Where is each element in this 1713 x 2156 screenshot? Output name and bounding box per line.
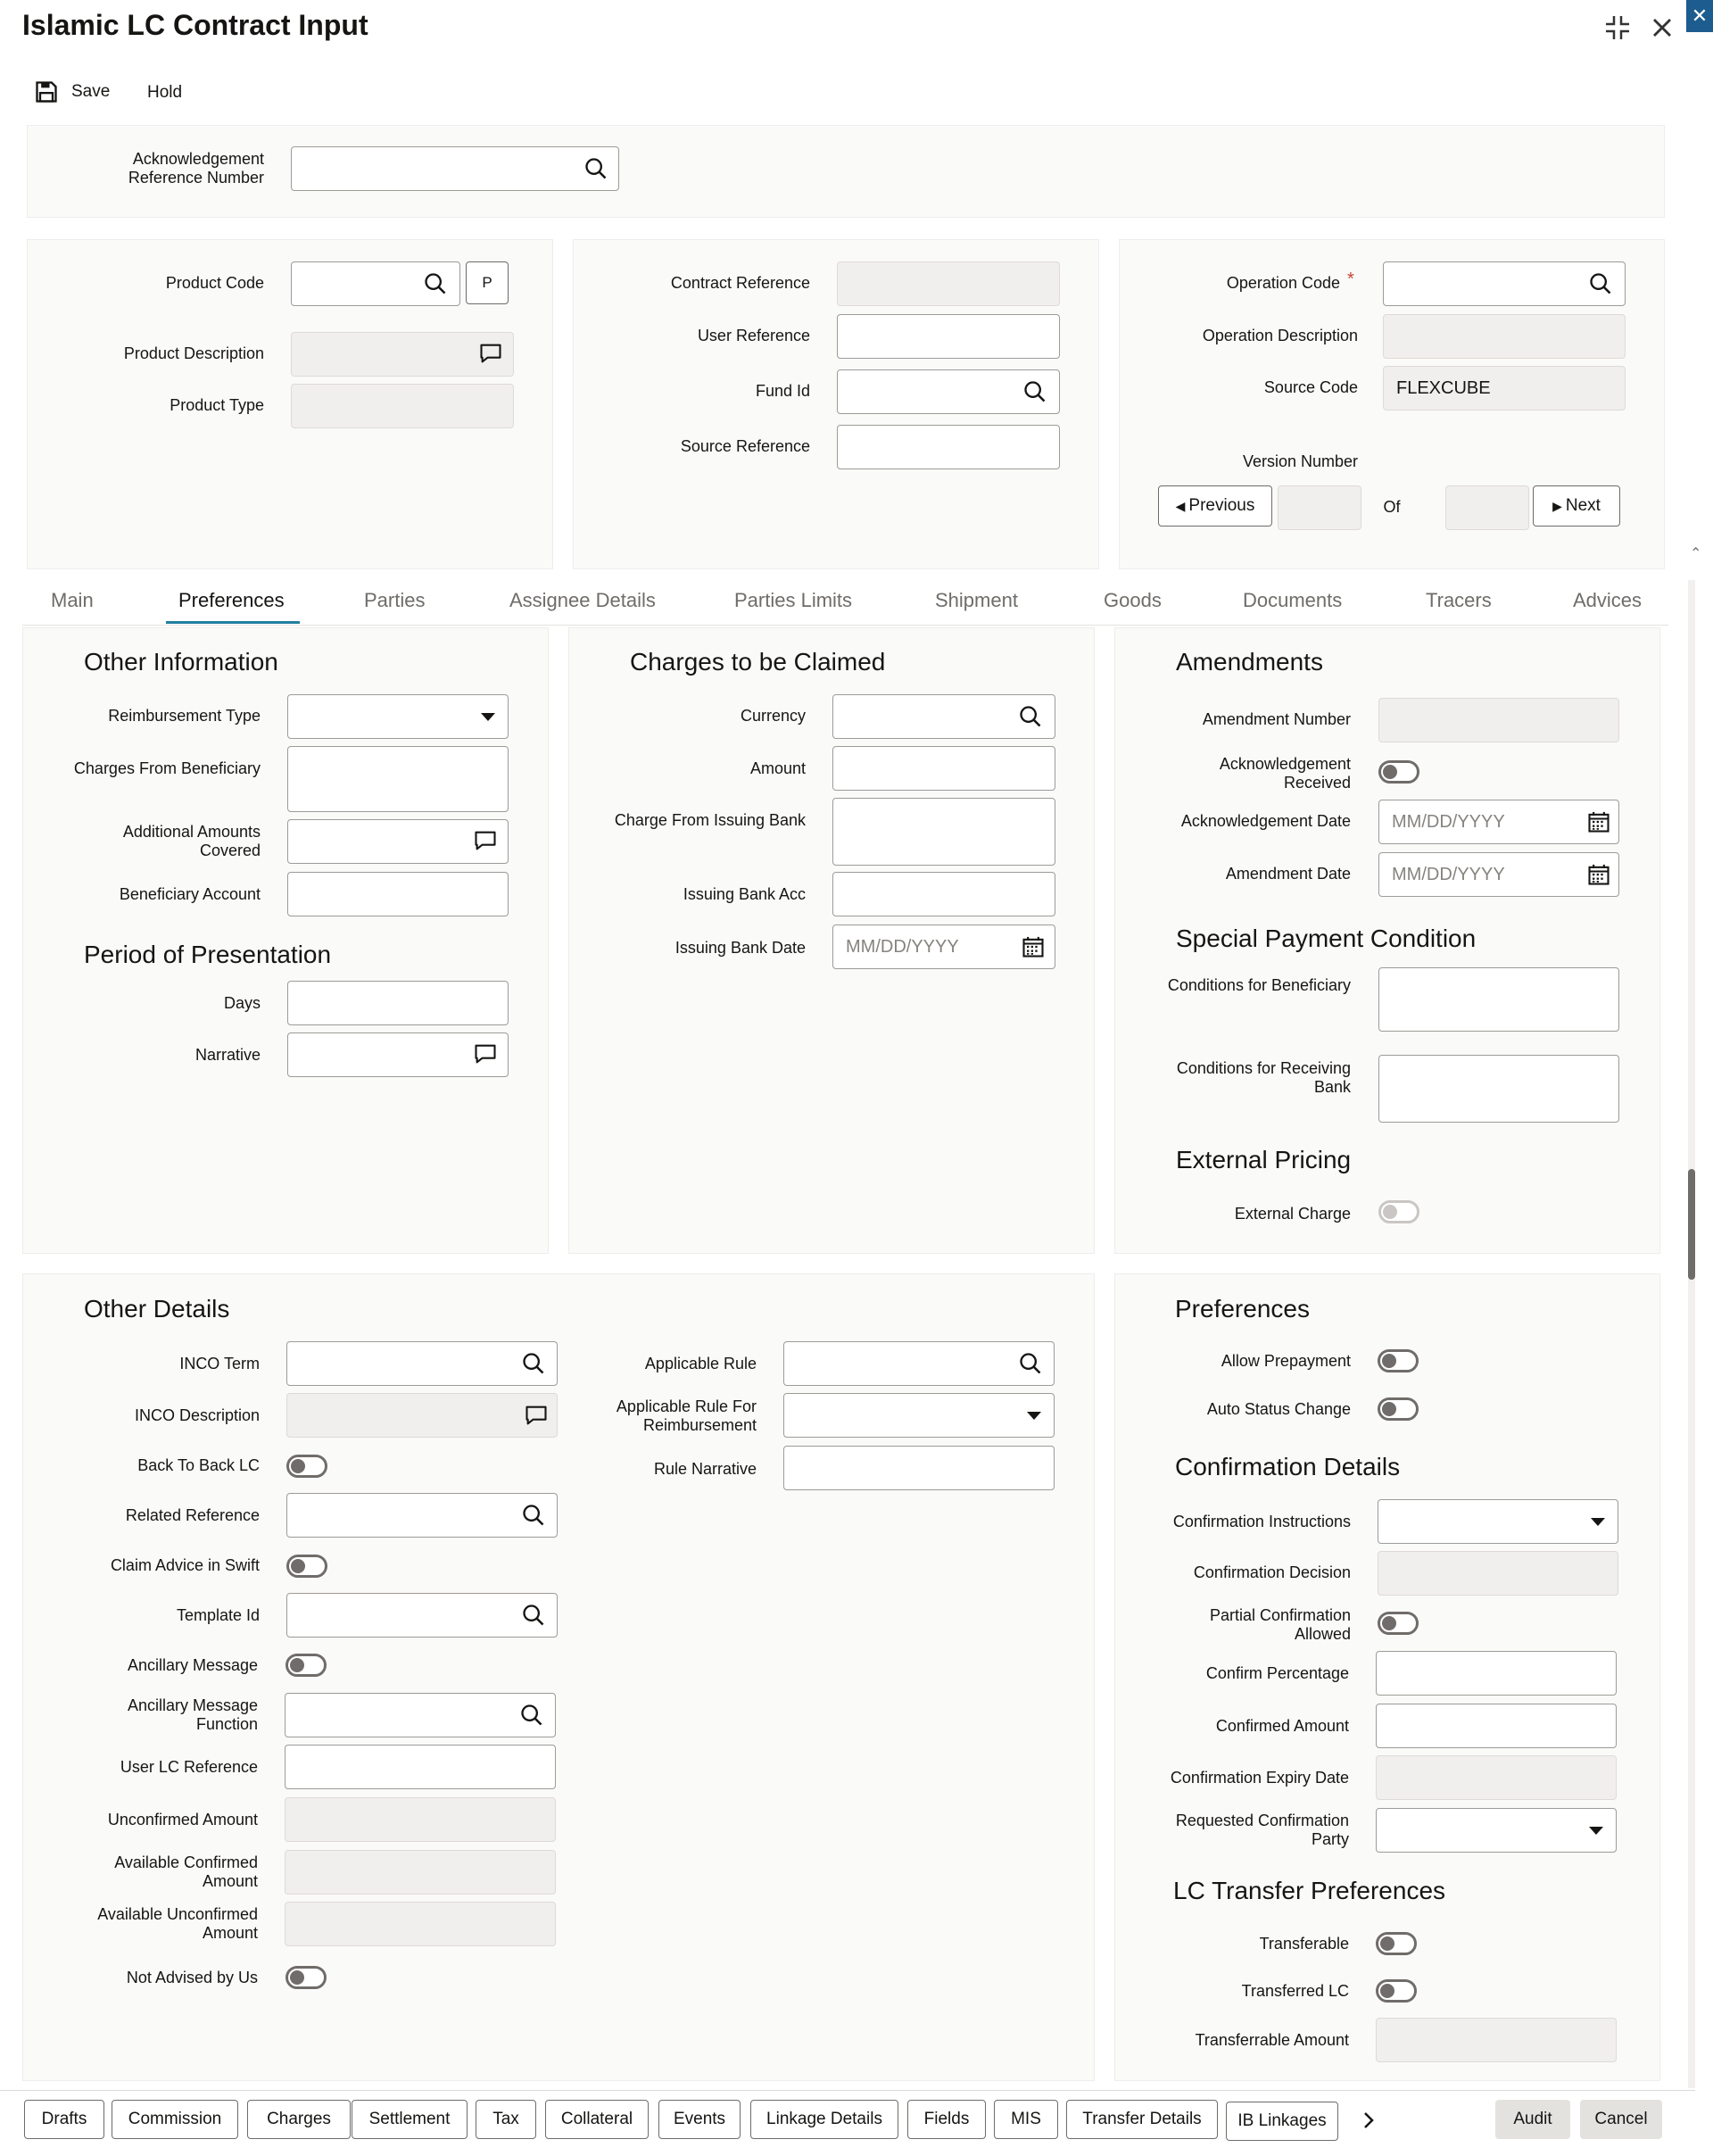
inco-term-label: INCO Term	[179, 1355, 260, 1372]
ack-received-label: Acknowledgement Received	[1219, 755, 1351, 792]
next-label: Next	[1565, 496, 1601, 515]
auto-status-toggle[interactable]	[1378, 1397, 1419, 1421]
days-label: Days	[223, 994, 261, 1012]
conf-percentage-input[interactable]	[1376, 1651, 1617, 1696]
window-title: Islamic LC Contract Input	[22, 9, 368, 41]
app-rule-reimb-select[interactable]	[783, 1393, 1055, 1438]
product-desc-label: Product Description	[123, 344, 264, 362]
ack-ref-label: Acknowledgement Reference Number	[128, 150, 264, 187]
source-code-label: Source Code	[1263, 378, 1358, 396]
operation-desc-label: Operation Description	[1202, 327, 1358, 344]
source-ref-label: Source Reference	[680, 437, 810, 455]
amend-date-placeholder: MM/DD/YYYY	[1392, 864, 1505, 884]
transferable-label: Transferable	[1259, 1935, 1349, 1953]
product-type-label: Product Type	[170, 396, 264, 414]
reimb-type-select[interactable]	[287, 694, 509, 739]
user-ref-label: User Reference	[697, 327, 810, 344]
tab-advices[interactable]: Advices	[1573, 589, 1643, 611]
ib-linkages-button[interactable]: IB Linkages	[1226, 2102, 1338, 2141]
collateral-button[interactable]: Collateral	[545, 2100, 649, 2139]
mis-button[interactable]: MIS	[994, 2100, 1058, 2139]
cond-recv-bank-textarea[interactable]	[1378, 1055, 1619, 1123]
tab-divider	[22, 625, 1668, 626]
tab-documents[interactable]: Documents	[1243, 589, 1343, 611]
user-ref-input[interactable]	[837, 314, 1060, 359]
amend-date-calendar-icon[interactable]	[1585, 860, 1613, 889]
cond-benef-textarea[interactable]	[1378, 967, 1619, 1032]
confirmation-title: Confirmation Details	[1175, 1453, 1401, 1480]
fund-id-label: Fund Id	[755, 382, 810, 400]
auto-status-label: Auto Status Change	[1206, 1400, 1351, 1418]
charge-issuing-label: Charge From Issuing Bank	[614, 811, 806, 829]
previous-arrow-icon: ◀	[1175, 498, 1186, 513]
inco-desc-comment-icon[interactable]	[522, 1401, 550, 1430]
other-info-title: Other Information	[84, 648, 278, 676]
claim-advice-toggle[interactable]	[286, 1555, 327, 1578]
charge-issuing-textarea[interactable]	[832, 798, 1055, 866]
transferred-lc-label: Transferred LC	[1241, 1982, 1349, 2000]
ancillary-func-label: Ancillary Message Function	[127, 1696, 258, 1733]
amend-number-label: Amendment Number	[1202, 710, 1351, 728]
close-icon[interactable]	[1649, 14, 1676, 41]
unconfirmed-input	[285, 1797, 556, 1842]
tab-tracers[interactable]: Tracers	[1426, 589, 1492, 611]
ack-date-input[interactable]	[1378, 800, 1619, 844]
partial-conf-label: Partial Confirmation Allowed	[1209, 1606, 1351, 1643]
special-payment-title: Special Payment Condition	[1176, 925, 1477, 952]
operation-search-icon[interactable]	[1586, 270, 1615, 298]
ancillary-func-input[interactable]	[285, 1693, 556, 1737]
app-rule-input[interactable]	[783, 1341, 1055, 1386]
not-advised-label: Not Advised by Us	[126, 1969, 258, 1986]
related-ref-input[interactable]	[286, 1493, 558, 1538]
issuing-date-label: Issuing Bank Date	[674, 939, 806, 957]
footer-divider	[0, 2090, 1695, 2091]
ack-ref-input[interactable]	[291, 146, 619, 191]
conf-decision-label: Confirmation Decision	[1193, 1563, 1351, 1581]
linkage-details-button[interactable]: Linkage Details	[750, 2100, 898, 2139]
source-ref-input[interactable]	[837, 425, 1060, 469]
tab-parties-limits[interactable]: Parties Limits	[734, 589, 853, 611]
template-id-input[interactable]	[286, 1593, 558, 1638]
lc-transfer-title: LC Transfer Preferences	[1173, 1877, 1446, 1904]
b2b-label: Back To Back LC	[137, 1456, 260, 1474]
benef-account-input[interactable]	[287, 872, 509, 916]
tab-active-underline	[166, 621, 300, 624]
conf-expiry-label: Confirmation Expiry Date	[1170, 1769, 1349, 1787]
inco-desc-input	[286, 1393, 558, 1438]
product-type-input	[291, 384, 514, 428]
inco-term-input[interactable]	[286, 1341, 558, 1386]
rule-narrative-label: Rule Narrative	[653, 1460, 757, 1478]
source-code-input: FLEXCUBE	[1383, 366, 1626, 410]
required-mark: *	[1347, 270, 1354, 289]
template-id-label: Template Id	[176, 1606, 260, 1624]
amount-label: Amount	[749, 759, 806, 777]
amount-input[interactable]	[832, 746, 1055, 791]
amend-date-input[interactable]	[1378, 852, 1619, 897]
days-input[interactable]	[287, 981, 509, 1025]
settlement-button[interactable]: Settlement	[352, 2100, 468, 2139]
version-number-label: Version Number	[1242, 452, 1358, 470]
conf-instructions-caret-icon	[1591, 1518, 1605, 1526]
tab-parties[interactable]: Parties	[364, 589, 426, 611]
events-button[interactable]: Events	[658, 2100, 741, 2139]
cond-benef-label: Conditions for Beneficiary	[1167, 976, 1351, 994]
previous-button[interactable]	[1158, 485, 1272, 527]
contract-ref-input	[837, 261, 1060, 306]
outer-close-icon: ✕	[1691, 4, 1709, 27]
conf-instructions-select[interactable]	[1378, 1499, 1618, 1544]
tab-main[interactable]: Main	[51, 589, 94, 611]
transferable-toggle[interactable]	[1376, 1932, 1417, 1955]
scrollbar-track[interactable]	[1688, 580, 1695, 2088]
reimb-type-label: Reimbursement Type	[108, 707, 261, 725]
conf-amount-input[interactable]	[1376, 1704, 1617, 1748]
tab-preferences[interactable]: Preferences	[178, 589, 285, 611]
charges-benef-textarea[interactable]	[287, 746, 509, 812]
external-pricing-title: External Pricing	[1176, 1146, 1352, 1173]
scrollbar-up-arrow[interactable]: ⌃	[1690, 546, 1702, 561]
req-party-select[interactable]	[1376, 1808, 1617, 1853]
tax-button[interactable]: Tax	[476, 2100, 536, 2139]
req-party-label: Requested Confirmation Party	[1175, 1812, 1349, 1848]
avail-unconfirmed-input	[285, 1902, 556, 1946]
related-ref-label: Related Reference	[125, 1506, 260, 1524]
charges-benef-label: Charges From Beneficiary	[73, 759, 261, 777]
narrative-label: Narrative	[194, 1046, 261, 1064]
not-advised-toggle[interactable]	[286, 1966, 327, 1989]
user-lc-ref-input[interactable]	[285, 1745, 556, 1789]
p-button[interactable]: P	[466, 261, 509, 304]
save-label: Save	[71, 82, 111, 101]
inco-term-search-icon[interactable]	[519, 1349, 548, 1378]
transfer-amount-label: Transferrable Amount	[1195, 2031, 1349, 2049]
conf-percentage-label: Confirm Percentage	[1205, 1664, 1349, 1682]
req-party-caret-icon	[1589, 1827, 1603, 1835]
ancillary-label: Ancillary Message	[127, 1656, 258, 1674]
ack-date-calendar-icon[interactable]	[1585, 808, 1613, 836]
external-charge-toggle	[1378, 1200, 1419, 1223]
tab-shipment[interactable]: Shipment	[935, 589, 1018, 611]
avail-confirmed-label: Available Confirmed Amount	[114, 1853, 258, 1890]
app-rule-reimb-caret-icon	[1027, 1412, 1041, 1420]
ack-received-toggle[interactable]	[1378, 760, 1419, 784]
related-ref-search-icon[interactable]	[519, 1501, 548, 1530]
conf-instructions-label: Confirmation Instructions	[1172, 1513, 1351, 1530]
conf-amount-label: Confirmed Amount	[1215, 1717, 1349, 1735]
tab-goods[interactable]: Goods	[1104, 589, 1162, 611]
ack-date-placeholder: MM/DD/YYYY	[1392, 811, 1505, 832]
product-code-label: Product Code	[165, 274, 264, 292]
inco-desc-label: INCO Description	[134, 1406, 260, 1424]
drafts-button[interactable]: Drafts	[24, 2100, 104, 2139]
add-amounts-comment-icon[interactable]	[471, 826, 500, 855]
issuing-acc-input[interactable]	[832, 872, 1055, 916]
unconfirmed-label: Unconfirmed Amount	[107, 1811, 258, 1828]
operation-desc-input	[1383, 314, 1626, 359]
hold-button[interactable]: Hold	[147, 83, 183, 102]
conf-expiry-input	[1376, 1755, 1617, 1800]
conf-decision-input	[1378, 1551, 1618, 1596]
other-details-title: Other Details	[84, 1295, 230, 1323]
ack-search-icon[interactable]	[582, 154, 610, 183]
save-button[interactable]	[34, 79, 110, 105]
transferred-lc-toggle[interactable]	[1376, 1979, 1417, 2003]
avail-unconfirmed-label: Available Unconfirmed Amount	[97, 1905, 258, 1942]
currency-search-icon[interactable]	[1016, 702, 1045, 731]
template-id-search-icon[interactable]	[519, 1601, 548, 1629]
tab-assignee-details[interactable]: Assignee Details	[509, 589, 656, 611]
audit-button[interactable]: Audit	[1495, 2100, 1570, 2139]
prefs-title: Preferences	[1175, 1295, 1310, 1323]
cancel-button[interactable]: Cancel	[1580, 2100, 1662, 2139]
charges-button[interactable]: Charges	[247, 2100, 351, 2139]
period-title: Period of Presentation	[84, 941, 332, 968]
ancillary-toggle[interactable]	[286, 1654, 327, 1677]
of-label: Of	[1383, 498, 1401, 516]
external-charge-label: External Charge	[1234, 1205, 1351, 1223]
amendments-title: Amendments	[1176, 648, 1323, 676]
maximize-icon[interactable]	[1602, 12, 1633, 43]
previous-label: Previous	[1188, 496, 1255, 515]
issuing-date-calendar-icon[interactable]	[1019, 933, 1047, 961]
issuing-date-placeholder: MM/DD/YYYY	[846, 936, 959, 957]
product-search-icon[interactable]	[421, 270, 450, 298]
transfer-details-button[interactable]: Transfer Details	[1066, 2100, 1218, 2139]
rule-narrative-input[interactable]	[783, 1446, 1055, 1490]
avail-confirmed-input	[285, 1850, 556, 1895]
charges-title: Charges to be Claimed	[630, 648, 886, 676]
partial-conf-toggle[interactable]	[1378, 1612, 1419, 1635]
amend-date-label: Amendment Date	[1225, 865, 1351, 883]
version-total-input	[1445, 485, 1529, 530]
scrollbar-thumb[interactable]	[1688, 1169, 1695, 1280]
save-icon	[34, 79, 59, 104]
user-lc-ref-label: User LC Reference	[120, 1758, 258, 1776]
add-amounts-label: Additional Amounts Covered	[122, 823, 261, 859]
app-rule-reimb-label: Applicable Rule For Reimbursement	[616, 1397, 757, 1434]
footer-more-chevron-icon[interactable]	[1358, 2106, 1379, 2135]
ack-date-label: Acknowledgement Date	[1180, 812, 1351, 830]
allow-prepay-label: Allow Prepayment	[1221, 1352, 1351, 1370]
app-rule-label: Applicable Rule	[644, 1355, 757, 1372]
allow-prepay-toggle[interactable]	[1378, 1349, 1419, 1372]
fields-button[interactable]: Fields	[907, 2100, 986, 2139]
version-current-input	[1278, 485, 1361, 530]
issuing-acc-label: Issuing Bank Acc	[683, 885, 806, 903]
fund-search-icon[interactable]	[1021, 377, 1049, 406]
narrative-comment-icon[interactable]	[471, 1040, 500, 1068]
transfer-amount-input	[1376, 2018, 1617, 2062]
currency-label: Currency	[740, 707, 806, 725]
ancillary-func-search-icon[interactable]	[517, 1701, 546, 1729]
product-desc-comment-icon[interactable]	[476, 339, 505, 368]
app-rule-search-icon[interactable]	[1016, 1349, 1045, 1378]
contract-ref-label: Contract Reference	[670, 274, 810, 292]
next-button[interactable]	[1533, 485, 1620, 527]
outer-close-button[interactable]	[1686, 0, 1713, 32]
reimb-type-caret-icon	[481, 713, 495, 721]
cond-recv-bank-label: Conditions for Receiving Bank	[1176, 1059, 1351, 1096]
claim-advice-label: Claim Advice in Swift	[110, 1556, 260, 1574]
commission-button[interactable]: Commission	[112, 2100, 238, 2139]
ack-panel	[27, 125, 1665, 218]
amend-number-input	[1378, 698, 1619, 742]
benef-account-label: Beneficiary Account	[119, 885, 261, 903]
b2b-toggle[interactable]	[286, 1455, 327, 1478]
operation-code-label: Operation Code	[1226, 274, 1340, 292]
next-arrow-icon: ▶	[1552, 498, 1562, 513]
